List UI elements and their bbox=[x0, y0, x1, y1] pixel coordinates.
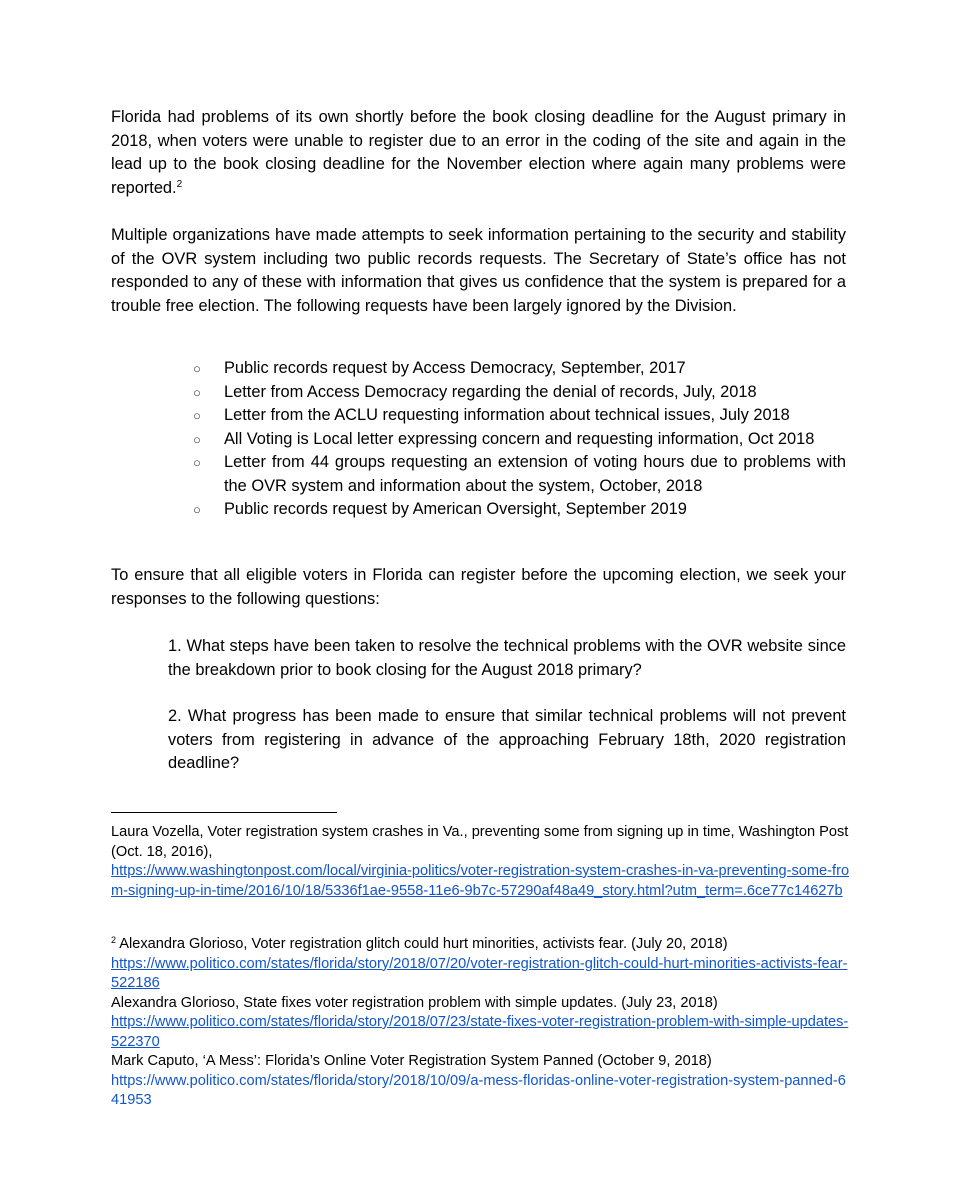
requests-list bbox=[193, 357, 846, 522]
bullet-circle-icon: ○ bbox=[193, 455, 201, 470]
list-item: ○ Public records request by Access Democracy, September, 2017 bbox=[193, 357, 846, 381]
footnote-text: Mark Caputo, ‘A Mess’: Florida’s Online Voter Registration System Panned (October 9, 2018) bbox=[111, 1053, 712, 1069]
footnote-text: Alexandra Glorioso, Voter registration glitch could hurt minorities, activists fear. (July 20, 2018) bbox=[116, 936, 728, 952]
footnote-link[interactable]: https://www.politico.com/states/florida/story/2018/07/23/state-fixes-voter-registration-problem-with-simple-updates-522370 bbox=[111, 1014, 849, 1050]
footnote-link[interactable]: https://www.politico.com/states/florida/story/2018/07/20/voter-registration-glitch-could-hurt-minorities-activists-fear-522186 bbox=[111, 955, 848, 991]
list-item: ○ All Voting is Local letter expressing concern and requesting information, Oct 2018 bbox=[193, 428, 846, 452]
footnote-1 bbox=[111, 823, 851, 901]
paragraph-text: Florida had problems of its own shortly before the book closing deadline for the August primary in 2018, when voters were unable to register due to an error in the coding of the site and again in the lead up to the book closing deadline for the November election where again many problems were reported. bbox=[111, 108, 846, 197]
bullet-circle-icon: ○ bbox=[193, 431, 201, 447]
footnote-separator bbox=[111, 812, 337, 813]
footnote-link[interactable]: https://www.politico.com/states/florida/story/2018/10/09/a-mess-floridas-online-voter-registration-system-panned-641953 bbox=[111, 1072, 846, 1108]
footnote-ref[interactable]: 2 bbox=[176, 178, 183, 190]
footnote-text: Laura Vozella, Voter registration system crashes in Va., preventing some from signing up in time, Washington Post (Oct. 18, 2016), bbox=[111, 824, 849, 860]
footnote-text: Alexandra Glorioso, State fixes voter registration problem with simple updates. (July 23, 2018) bbox=[111, 994, 718, 1011]
list-item: ○ Letter from 44 groups requesting an extension of voting hours due to problems with the OVR system and information about the system, October, 2018 bbox=[193, 453, 846, 495]
footnote-2 bbox=[111, 935, 851, 1111]
paragraph-florida-problems bbox=[111, 106, 846, 200]
list-item: ○ Letter from Access Democracy regarding the denial of records, July, 2018 bbox=[193, 381, 846, 405]
question-2: 2. What progress has been made to ensure that similar technical problems will not prevent voters from registering in advance of the approaching February 18th, 2020 registration deadline? bbox=[168, 707, 846, 772]
bullet-circle-icon: ○ bbox=[193, 502, 201, 517]
paragraph-records-requests: Multiple organizations have made attempts to seek information pertaining to the security and stability of the OVR system including two public records requests. The Secretary of State’s office has not responded to any of these with information that gives us confidence that the system is prepared for a trouble free election. The following requests have been largely ignored by the Division. bbox=[111, 226, 846, 315]
bullet-circle-icon: ○ bbox=[193, 361, 201, 376]
list-item: ○ Letter from the ACLU requesting information about technical issues, July 2018 bbox=[193, 404, 846, 428]
bullet-circle-icon: ○ bbox=[193, 408, 201, 423]
bullet-circle-icon: ○ bbox=[193, 384, 201, 400]
footnote-link[interactable]: https://www.washingtonpost.com/local/virginia-politics/voter-registration-system-crashes-in-va-preventing-some-from-signing-up-in-time/2016/10/18/5336f1ae-9558-11e6-9b7c-57290af48a49_story.html?utm_term=.6ce77c14627b bbox=[111, 863, 850, 899]
list-item: ○ Public records request by American Oversight, September 2019 bbox=[193, 498, 846, 522]
paragraph-questions-intro: To ensure that all eligible voters in Florida can register before the upcoming election, we seek your responses to the following questions: bbox=[111, 566, 846, 608]
footnote-number: 2 bbox=[111, 935, 117, 945]
question-1: 1. What steps have been taken to resolve the technical problems with the OVR website since the breakdown prior to book closing for the August 2018 primary? bbox=[168, 637, 846, 679]
